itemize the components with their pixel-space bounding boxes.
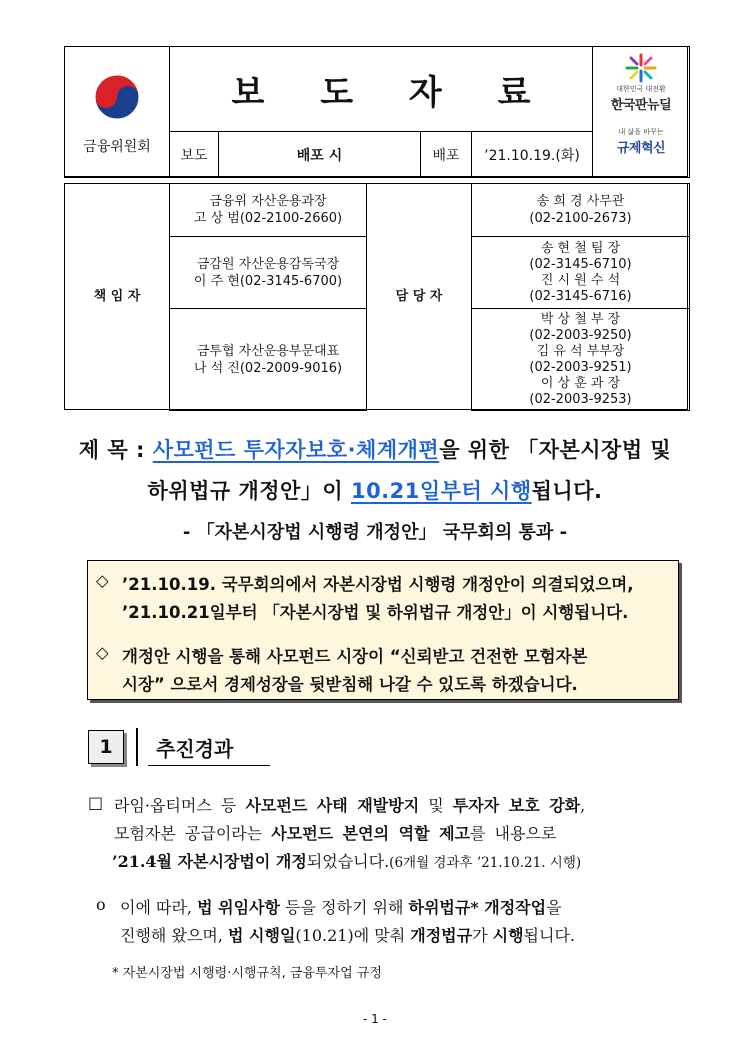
body-text: 모험자본 공급이라는 [114, 824, 272, 843]
headline-line-2 [0, 475, 750, 505]
body-text: 됩니다. [523, 926, 576, 945]
headline-prefix: 제 목 : [78, 438, 153, 462]
headline-subtitle: - 「자본시장법 시행령 개정안」 국무회의 통과 - [182, 522, 568, 543]
body-text: 라임·옵티머스 등 [114, 796, 246, 815]
summary-bullet: ◇ [96, 643, 109, 662]
section-number-badge: 1 [88, 730, 124, 764]
headline-topic: 사모펀드 투자자보호·체계개편 [152, 438, 440, 462]
body-text: , [580, 796, 586, 815]
footnote: * 자본시장법 시행령·시행규칙, 금융투자업 규정 [112, 966, 382, 981]
handler-phone: (02-3145-6716) [529, 288, 632, 304]
summary-line: ’21.10.19. 국무회의에서 자본시장법 시행령 개정안이 의결되었으며, [122, 575, 634, 594]
body-emphasis: 하위법규* 개정작업 [408, 898, 547, 917]
body-text: 진행해 왔으며, [120, 926, 228, 945]
section-title: 추진경과 [156, 737, 234, 761]
body-text: 을 [546, 898, 562, 917]
section-underline [148, 765, 270, 766]
agency-name: 금융위원회 [83, 139, 151, 155]
body-emphasis: 투자자 보호 강화 [452, 796, 581, 815]
contacts-table [64, 183, 688, 410]
reg-innovation-tagline: 내 삶을 바꾸는 [618, 128, 664, 136]
responsible-row [169, 308, 367, 411]
agency-logo-cell [64, 46, 170, 178]
report-label: 보도 [169, 131, 219, 178]
summary-line: ’21.10.21일부터 「자본시장법 및 하위법규 개정안」이 시행됩니다. [122, 603, 629, 622]
responsible-label: 책 임 자 [64, 183, 170, 410]
responsible-dept: 금감원 자산운용감독국장 [196, 256, 340, 272]
campaign-logos-cell [592, 46, 690, 178]
taegeuk-emblem-icon [92, 72, 142, 122]
section-divider [136, 728, 138, 766]
handler-name: 이 상 훈 과 장 [540, 375, 621, 391]
body-paragraph-line [114, 821, 556, 844]
reg-innovation-logo-text: 규제혁신 [616, 141, 666, 156]
handler-row [471, 308, 690, 411]
doc-title-cell [169, 46, 593, 132]
body-emphasis: ’21.4월 자본시장법이 개정 [112, 852, 307, 871]
headline-text: 을 위한 「자본시장법 및 [439, 438, 672, 462]
responsible-dept: 금융위 자산운용과장 [209, 194, 327, 209]
handler-row [471, 183, 690, 237]
handler-name: 박 상 철 부 장 [540, 311, 621, 327]
doc-title: 보 도 자 료 [231, 72, 553, 113]
handler-name: 김 유 석 부부장 [536, 343, 625, 359]
body-emphasis: 시행 [492, 926, 524, 945]
press-header-table [64, 46, 688, 177]
summary-bullet: ◇ [96, 571, 109, 590]
responsible-name-phone: 고 상 범(02-2100-2660) [193, 211, 343, 226]
report-value: 배포 시 [218, 131, 421, 178]
handler-row [471, 236, 690, 309]
body-text: (10.21)에 맞춰 [295, 926, 411, 945]
handler-label: 담 당 자 [366, 183, 472, 410]
body-paragraph-line [120, 923, 575, 946]
body-text: 등을 정하기 위해 [279, 898, 409, 917]
summary-line: 개정안 시행을 통해 사모펀드 시장이 “신뢰받고 건전한 모험자본 [122, 647, 588, 666]
responsible-row [169, 183, 367, 237]
dist-label: 배포 [420, 131, 472, 178]
handler-phone: (02-2100-2673) [529, 211, 632, 226]
handler-phone: (02-2003-9253) [529, 391, 632, 407]
body-paragraph-line [112, 849, 581, 872]
summary-line: 시장” 으로서 경제성장을 뒷받침해 나갈 수 있도록 하겠습니다. [122, 675, 578, 694]
page-number: - 1 - [363, 1012, 387, 1026]
summary-box [87, 560, 679, 700]
handler-phone: (02-2003-9250) [529, 327, 632, 343]
handler-name: 송 현 철 팀 장 [540, 240, 621, 256]
responsible-name-phone: 나 석 진(02-2009-9016) [193, 360, 343, 376]
body-text: 가 [472, 926, 493, 945]
body-paragraph-line [114, 793, 585, 816]
headline-line-1 [0, 434, 750, 464]
body-emphasis: 개정법규 [410, 926, 473, 945]
handler-phone: (02-2003-9251) [529, 359, 632, 375]
handler-name: 송 희 경 사무관 [536, 194, 625, 209]
body-emphasis: 법 시행일 [228, 926, 296, 945]
body-text: 및 [419, 796, 453, 815]
body-text: 되었습니다. [306, 852, 390, 871]
headline-text: 됩니다. [531, 479, 603, 503]
responsible-name-phone: 이 주 현(02-3145-6700) [193, 273, 343, 289]
responsible-row [169, 236, 367, 309]
responsible-dept: 금투협 자산운용부문대표 [196, 343, 340, 359]
body-text: 이에 따라, [120, 898, 198, 917]
body-text: 를 내용으로 [470, 824, 557, 843]
dist-date: ’21.10.19.(화) [471, 131, 593, 178]
body-bullet-square: □ [88, 793, 104, 812]
headline-effective-date: 10.21일부터 시행 [350, 479, 532, 503]
handler-phone: (02-3145-6710) [529, 256, 632, 272]
new-deal-logo-text: 한국판뉴딜 [610, 98, 672, 113]
body-emphasis: 사모펀드 사태 재발방지 [245, 796, 420, 815]
handler-name: 진 시 원 수 석 [540, 272, 621, 288]
body-bullet-circle: o [96, 895, 106, 914]
body-note: (6개월 경과후 ’21.10.21. 시행) [389, 855, 582, 871]
new-deal-star-icon [624, 53, 658, 83]
body-emphasis: 사모펀드 본연의 역할 제고 [271, 824, 471, 843]
new-deal-tagline: 대한민국 대전환 [616, 85, 666, 93]
headline-text: 하위법규 개정안」이 [147, 479, 351, 503]
body-emphasis: 법 위임사항 [197, 898, 280, 917]
body-paragraph-line [120, 895, 562, 918]
